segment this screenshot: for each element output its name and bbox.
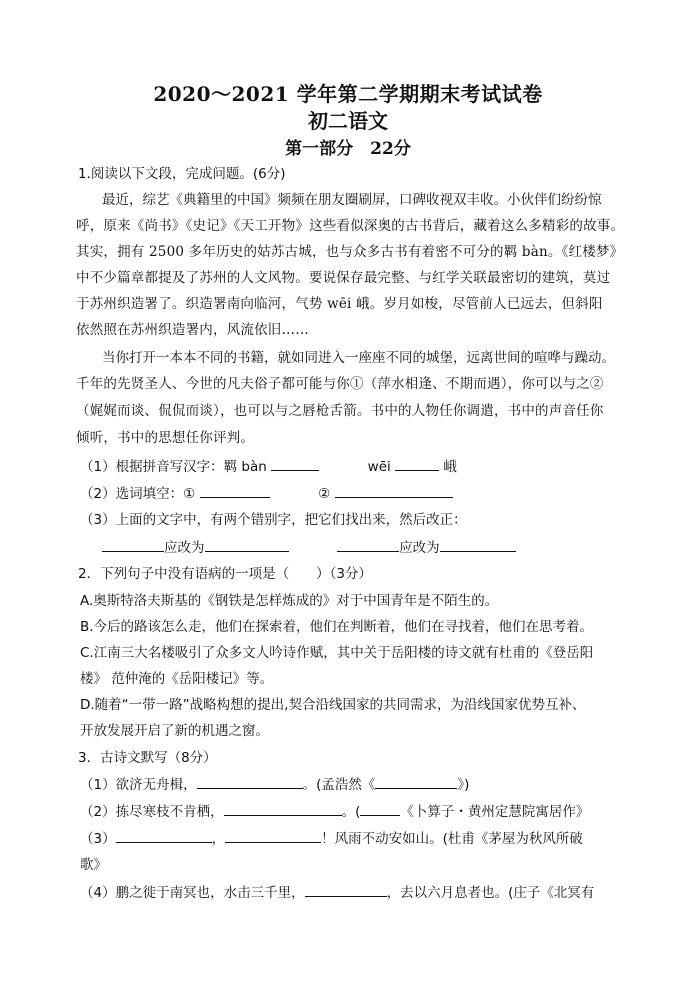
passage2-line: 千年的先贤圣人、今世的凡夫俗子都可能与你①（萍水相逢、不期而遇），你可以与之② [76,376,604,392]
passage1-line: 呼，原来《尚书》《史记》《天工开物》这些看似深奥的古书背后，藏着这么多精彩的故事。 [76,218,625,234]
answer-blank[interactable] [225,828,321,843]
answer-blank[interactable] [200,483,270,498]
answer-blank[interactable] [116,828,212,843]
subquestion-2: （2）选词填空：① ② [80,483,453,504]
answer-blank[interactable] [395,456,439,471]
passage2-line: 当你打开一本本不同的书籍，就如同进入一座座不同的城堡，远离世间的喧哗与躁动。 [102,350,615,366]
answer-blank[interactable] [205,537,289,552]
passage1-line: 其实，拥有 2500 多年历史的姑苏古城，也与众多古书有着密不可分的羁 bàn。《红楼梦》 [76,244,624,260]
passage2-line: 倾听，书中的思想任你评判。 [76,430,255,446]
correction-row: 应改为 应改为 [102,537,516,558]
answer-blank[interactable] [224,801,342,816]
subquestion-3: （3）上面的文字中，有两个错别字，把它们找出来，然后改正： [80,512,467,528]
part-title: 第一部分 22分 [285,139,411,159]
answer-blank[interactable] [197,774,303,789]
option-a: A.奥斯特洛夫斯基的《钢铁是怎样炼成的》对于中国青年是不陌生的。 [80,593,499,609]
passage1-line: 依然照在苏州织造署内，风流依旧…… [76,322,309,338]
option-d: D.随着“一带一路”战略构想的提出,契合沿线国家的共同需求，为沿线国家优势互补、 [80,697,586,713]
passage2-line: （娓娓而谈、侃侃而谈），也可以与之唇枪舌箭。书中的人物任你调遣，书中的声音任你 [76,403,604,419]
answer-blank[interactable] [337,537,399,552]
option-c-cont: 楼》 范仲淹的《岳阳楼记》等。 [80,671,274,687]
answer-blank[interactable] [271,456,319,471]
exam-title: 2020～2021 学年第二学期期末考试试卷 [153,82,543,106]
answer-blank[interactable] [102,537,164,552]
answer-blank[interactable] [305,882,387,897]
subquestion-1: （1）根据拼音写汉字：羁 bàn wēi 峨 [80,456,457,477]
poem-item-3-cont: 歌》 [80,857,107,873]
answer-blank[interactable] [440,537,516,552]
poem-item-4: （4）鹏之徙于南冥也，水击三千里， ，去以六月息者也。(庄子《北冥有 [80,882,594,903]
poem-item-3: （3） ， ！风雨不动安如山。(杜甫《茅屋为秋风所破 [80,828,583,849]
poem-item-2: （2）拣尽寒枝不肯栖， 。( 《卜算子・黄州定慧院寓居作》 [80,801,589,822]
option-b: B.今后的路该怎么走，他们在探索着，他们在判断着，他们在寻找着，他们在思考着。 [80,619,594,635]
poem-item-1: （1）欲济无舟楫， 。(孟浩然《 》) [80,774,469,795]
answer-blank[interactable] [375,774,457,789]
passage1-line: 中不少篇章都提及了苏州的人文风物。要说保存最完整、与红学关联最密切的建筑，莫过 [76,270,611,286]
question-2-stem: 2．下列句子中没有语病的一项是（ ）（3分） [78,566,372,582]
option-d-cont: 开放发展开启了新的机遇之窗。 [80,723,269,739]
question-1-stem: 1.阅读以下文段，完成问题。(6分) [78,166,286,182]
answer-blank[interactable] [360,801,400,816]
passage1-line: 最近，综艺《典籍里的中国》频频在朋友圈刷屏，口碑收视双丰收。小伙伴们纷纷惊 [102,192,602,208]
option-c: C.江南三大名楼吸引了众多文人吟诗作赋，其中关于岳阳楼的诗文就有杜甫的《登岳阳 [80,645,594,661]
answer-blank[interactable] [335,483,453,498]
subject-title: 初二语文 [308,109,388,133]
passage1-line: 于苏州织造署了。织造署南向临河，气势 wēi 峨。岁月如梭，尽管前人已远去，但斜阳 [76,296,603,312]
question-3-stem: 3．古诗文默写（8分） [78,750,217,766]
